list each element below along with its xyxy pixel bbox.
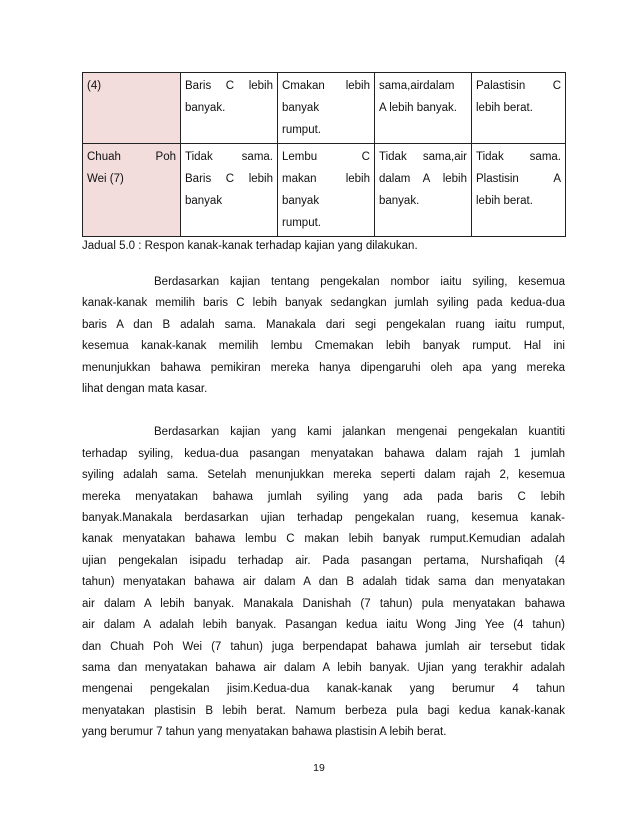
cell-line: Tidak sama. (476, 151, 561, 163)
table-cell (83, 144, 181, 237)
table-cell (472, 144, 566, 237)
cell-line: Cmakan lebih (282, 80, 370, 92)
page-number: 19 (313, 762, 325, 774)
paragraph-line: mengenai pengekalan jisim.Kedua-dua kanak-kanak yang berumur 4 tahun (82, 683, 565, 696)
cell-line: Baris C lebih (185, 173, 273, 185)
cell-line: Baris C lebih (185, 80, 273, 92)
cell-line: Tidak sama,air (379, 151, 467, 163)
response-table (82, 72, 566, 237)
cell-line: lebih berat. (476, 102, 533, 114)
paragraph-line: Berdasarkan kajian tentang pengekalan nombor iaitu syiling, kesemua (154, 276, 565, 288)
paragraph-line: kanak menyatakan bahawa lembu C makan lebih banyak rumput.Kemudian adalah (82, 533, 565, 546)
cell-line: dalam A lebih (379, 173, 467, 185)
cell-line: sama,airdalam (379, 80, 455, 92)
paragraph-line: yang berumur 7 tahun yang menyatakan bahawa plastisin A lebih berat. (82, 726, 447, 739)
table-row (83, 73, 566, 144)
table-cell (181, 144, 278, 237)
paragraph-line: menunjukkan bahawa pemikiran mereka hanya dipengaruhi oleh apa yang mereka (82, 361, 565, 374)
paragraph-line: air dalam A lebih banyak. Manakala Danishah (7 tahun) pula menyatakan bahawa (82, 597, 565, 610)
paragraph-line: lihat dengan mata kasar. (82, 383, 208, 396)
paragraph-line: banyak.Manakala berdasarkan ujian terhadap pengekalan ruang, kesemua kanak- (82, 512, 565, 525)
table-cell (278, 73, 375, 144)
cell-line: banyak. (379, 195, 420, 207)
paragraph-line: tahun) menyatakan bahawa air dalam A dan B adalah tidak sama dan menyatakan (82, 576, 565, 589)
paragraph-line: kanak-kanak memilih baris C lebih banyak sedangkan jumlah syiling pada kedua-dua (82, 297, 565, 310)
cell-line: makan lebih (282, 173, 370, 185)
cell-line: banyak (185, 195, 223, 207)
cell-line: Tidak sama. (185, 151, 273, 163)
table-cell (472, 73, 566, 144)
table-cell (278, 144, 375, 237)
cell-line: Palastisin C (476, 80, 561, 92)
document-page (82, 72, 565, 744)
paragraph-line: menyatakan plastisin B lebih berat. Namum berbeza pula bagi kedua kanak-kanak (82, 704, 565, 717)
table-cell (375, 144, 472, 237)
table-row (83, 144, 566, 237)
cell-line: rumput. (282, 217, 321, 229)
table-cell (83, 73, 181, 144)
paragraph-line: kesemua kanak-kanak memilih lembu Cmemakan lebih banyak rumput. Hal ini (82, 340, 565, 353)
paragraph-line: air dalam A adalah lebih banyak. Pasangan kedua iaitu Wong Jing Yee (4 tahun) (82, 619, 565, 632)
paragraph-line: ujian pengekalan isipadu terhadap air. Pada pasangan pertama, Nurshafiqah (4 (82, 554, 565, 567)
table-cell (375, 73, 472, 144)
paragraph-line: dan Chuah Poh Wei (7 tahun) juga berpendapat bahawa jumlah air tersebut tidak (82, 640, 565, 653)
cell-line: banyak. (185, 102, 226, 114)
paragraph-line: Berdasarkan kajian yang kami jalankan mengenai pengekalan kuantiti (154, 426, 565, 439)
cell-line: Wei (7) (87, 173, 124, 185)
cell-line: Plastisin A (476, 173, 561, 185)
paragraph-line: sama dan menyatakan bahawa air dalam A lebih banyak. Ujian yang terakhir adalah (82, 661, 565, 674)
table-cell (181, 73, 278, 144)
cell-line: lebih berat. (476, 195, 533, 207)
cell-line: (4) (87, 80, 102, 92)
paragraph-line: mereka menyatakan bahawa jumlah syiling yang ada pada baris C lebih (82, 490, 565, 503)
paragraph-line: terhadap syiling, kedua-dua pasangan menyatakan bahawa dalam rajah 1 jumlah (82, 447, 565, 460)
paragraph-line: baris A dan B adalah sama. Manakala dari segi pengekalan ruang iaitu rumput, (82, 318, 565, 331)
cell-line: rumput. (282, 124, 321, 136)
cell-line: banyak (282, 195, 320, 207)
cell-line: Lembu C (282, 151, 370, 163)
paragraph-2 (82, 422, 565, 743)
table-caption: Jadual 5.0 : Respon kanak-kanak terhadap kajian yang dilakukan. (82, 240, 418, 252)
cell-line: Chuah Poh (87, 151, 176, 163)
cell-line: A lebih banyak. (379, 102, 458, 114)
paragraph-line: syiling adalah sama. Setelah menunjukkan mereka seperti dalam rajah 2, kesemua (82, 469, 565, 482)
cell-line: banyak (282, 102, 320, 114)
paragraph-1 (82, 272, 565, 400)
